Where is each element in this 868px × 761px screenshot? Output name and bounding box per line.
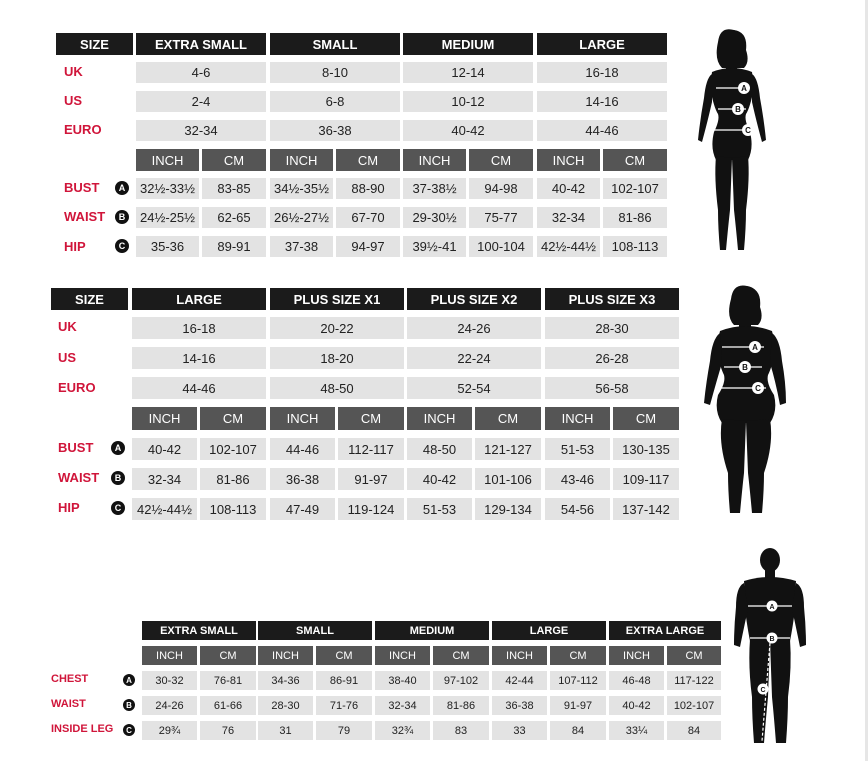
- table-cell: 40-42: [407, 468, 472, 490]
- table-cell: 84: [667, 721, 721, 740]
- region-label: US: [64, 93, 83, 108]
- plus-size-figure-icon: [700, 283, 786, 521]
- table-cell: 40-42: [132, 438, 197, 460]
- table-cell: 33: [492, 721, 547, 740]
- unit-header-cm: CM: [613, 407, 679, 430]
- table-cell: 62-65: [202, 207, 266, 228]
- table-cell: 2-4: [136, 91, 266, 112]
- table-cell: 4-6: [136, 62, 266, 83]
- table-cell: 44-46: [537, 120, 667, 141]
- table-cell: 102-107: [667, 696, 721, 715]
- table-cell: 20-22: [270, 317, 404, 339]
- table-cell: 32-34: [375, 696, 430, 715]
- table-cell: 33¼: [609, 721, 664, 740]
- table-cell: 16-18: [537, 62, 667, 83]
- table-cell: 129-134: [475, 498, 541, 520]
- unit-header-cm: CM: [469, 149, 533, 171]
- table-cell: 97-102: [433, 671, 489, 690]
- table-cell: 40-42: [609, 696, 664, 715]
- badge-c-icon: C: [111, 501, 125, 515]
- table-cell: 22-24: [407, 347, 541, 369]
- table-cell: 37-38½: [403, 178, 466, 199]
- table-cell: 44-46: [270, 438, 335, 460]
- size-col-header: LARGE: [537, 33, 667, 55]
- table-cell: 54-56: [545, 498, 610, 520]
- table-cell: 86-91: [316, 671, 372, 690]
- table-cell: 117-122: [667, 671, 721, 690]
- table-cell: 42½-44½: [537, 236, 600, 257]
- table-cell: 6-8: [270, 91, 400, 112]
- table-cell: 28-30: [545, 317, 679, 339]
- table-cell: 32-34: [537, 207, 600, 228]
- table-cell: 47-49: [270, 498, 335, 520]
- table-cell: 32¾: [375, 721, 430, 740]
- unit-header-cm: CM: [338, 407, 404, 430]
- male-figure-icon: [732, 547, 808, 747]
- table-cell: 40-42: [403, 120, 533, 141]
- table-cell: 28-30: [258, 696, 313, 715]
- table-cell: 24-26: [407, 317, 541, 339]
- unit-header-inch: INCH: [258, 646, 313, 665]
- figure-mark-a: A: [741, 84, 747, 93]
- table-cell: 108-113: [603, 236, 667, 257]
- size-col-header: EXTRA LARGE: [609, 621, 721, 640]
- table-cell: 91-97: [550, 696, 606, 715]
- region-label: EURO: [58, 380, 96, 395]
- table-cell: 102-107: [603, 178, 667, 199]
- table-cell: 67-70: [336, 207, 400, 228]
- table-cell: 16-18: [132, 317, 266, 339]
- figure-mark-b: B: [769, 636, 775, 643]
- unit-header-inch: INCH: [609, 646, 664, 665]
- size-col-header: SMALL: [258, 621, 372, 640]
- table-cell: 36-38: [270, 120, 400, 141]
- table-cell: 79: [316, 721, 372, 740]
- unit-header-inch: INCH: [142, 646, 197, 665]
- unit-header-cm: CM: [336, 149, 400, 171]
- table-cell: 36-38: [270, 468, 335, 490]
- figure-mark-a: A: [769, 604, 775, 611]
- badge-a-icon: A: [123, 674, 135, 686]
- table-cell: 24½-25½: [136, 207, 199, 228]
- table-cell: 51-53: [545, 438, 610, 460]
- table-cell: 43-46: [545, 468, 610, 490]
- table-cell: 89-91: [202, 236, 266, 257]
- table-cell: 40-42: [537, 178, 600, 199]
- figure-mark-c: C: [745, 126, 751, 135]
- table-cell: 32-34: [136, 120, 266, 141]
- table-cell: 14-16: [537, 91, 667, 112]
- table-cell: 119-124: [338, 498, 404, 520]
- table-cell: 94-98: [469, 178, 533, 199]
- table-cell: 8-10: [270, 62, 400, 83]
- unit-header-cm: CM: [475, 407, 541, 430]
- size-col-header: PLUS SIZE X1: [270, 288, 404, 310]
- measure-label: HIP: [58, 500, 80, 515]
- table-cell: 34½-35½: [270, 178, 333, 199]
- region-label: US: [58, 350, 77, 365]
- badge-b-icon: B: [123, 699, 135, 711]
- unit-header-cm: CM: [200, 407, 266, 430]
- table-cell: 81-86: [200, 468, 266, 490]
- female-figure-icon: [690, 28, 770, 260]
- table-cell: 107-112: [550, 671, 606, 690]
- measure-label: BUST: [64, 180, 100, 195]
- size-col-header: EXTRA SMALL: [142, 621, 256, 640]
- table-cell: 37-38: [270, 236, 333, 257]
- table-cell: 46-48: [609, 671, 664, 690]
- table-cell: 88-90: [336, 178, 400, 199]
- table-cell: 44-46: [132, 377, 266, 399]
- unit-header-inch: INCH: [407, 407, 472, 430]
- table-cell: 84: [550, 721, 606, 740]
- region-label: UK: [64, 64, 83, 79]
- figure-mark-a: A: [752, 343, 758, 352]
- unit-header-cm: CM: [550, 646, 606, 665]
- table-cell: 108-113: [200, 498, 266, 520]
- table-cell: 61-66: [200, 696, 256, 715]
- table-cell: 29¾: [142, 721, 197, 740]
- table-cell: 83-85: [202, 178, 266, 199]
- table-cell: 94-97: [336, 236, 400, 257]
- unit-header-cm: CM: [433, 646, 489, 665]
- figure-mark-c: C: [760, 687, 766, 694]
- table-cell: 51-53: [407, 498, 472, 520]
- table-cell: 31: [258, 721, 313, 740]
- table-cell: 36-38: [492, 696, 547, 715]
- table-cell: 83: [433, 721, 489, 740]
- table-cell: 81-86: [433, 696, 489, 715]
- table-cell: 12-14: [403, 62, 533, 83]
- measure-label: WAIST: [51, 698, 86, 710]
- table-cell: 109-117: [613, 468, 679, 490]
- table-cell: 56-58: [545, 377, 679, 399]
- unit-header-cm: CM: [667, 646, 721, 665]
- unit-header-cm: CM: [316, 646, 372, 665]
- table-cell: 10-12: [403, 91, 533, 112]
- measure-label: INSIDE LEG: [51, 723, 114, 735]
- unit-header-inch: INCH: [270, 149, 333, 171]
- table-cell: 42½-44½: [132, 498, 197, 520]
- badge-a-icon: A: [115, 181, 129, 195]
- table-cell: 48-50: [270, 377, 404, 399]
- table-cell: 34-36: [258, 671, 313, 690]
- figure-mark-b: B: [735, 105, 741, 114]
- unit-header-inch: INCH: [132, 407, 197, 430]
- figure-mark-b: B: [742, 363, 748, 372]
- unit-header-inch: INCH: [136, 149, 199, 171]
- table-cell: 32½-33½: [136, 178, 199, 199]
- badge-c-icon: C: [123, 724, 135, 736]
- table-cell: 18-20: [270, 347, 404, 369]
- badge-a-icon: A: [111, 441, 125, 455]
- table-cell: 130-135: [613, 438, 679, 460]
- measure-label: WAIST: [58, 470, 100, 485]
- table-cell: 48-50: [407, 438, 472, 460]
- region-label: UK: [58, 319, 77, 334]
- table-cell: 102-107: [200, 438, 266, 460]
- table-cell: 81-86: [603, 207, 667, 228]
- table-cell: 112-117: [338, 438, 404, 460]
- figure-mark-c: C: [755, 384, 761, 393]
- unit-header-cm: CM: [200, 646, 256, 665]
- table-cell: 137-142: [613, 498, 679, 520]
- table-cell: 75-77: [469, 207, 533, 228]
- table-cell: 39½-41: [403, 236, 466, 257]
- size-header: SIZE: [51, 288, 128, 310]
- size-col-header: SMALL: [270, 33, 400, 55]
- table-cell: 29-30½: [403, 207, 466, 228]
- measure-label: HIP: [64, 239, 86, 254]
- size-col-header: PLUS SIZE X2: [407, 288, 541, 310]
- table-cell: 101-106: [475, 468, 541, 490]
- unit-header-cm: CM: [202, 149, 266, 171]
- measure-label: WAIST: [64, 209, 106, 224]
- table-cell: 100-104: [469, 236, 533, 257]
- badge-b-icon: B: [111, 471, 125, 485]
- unit-header-inch: INCH: [403, 149, 466, 171]
- table-cell: 26½-27½: [270, 207, 333, 228]
- region-label: EURO: [64, 122, 102, 137]
- table-cell: 52-54: [407, 377, 541, 399]
- size-col-header: LARGE: [132, 288, 266, 310]
- unit-header-inch: INCH: [537, 149, 600, 171]
- size-col-header: EXTRA SMALL: [136, 33, 266, 55]
- table-cell: 14-16: [132, 347, 266, 369]
- measure-label: CHEST: [51, 673, 89, 685]
- table-cell: 24-26: [142, 696, 197, 715]
- table-cell: 26-28: [545, 347, 679, 369]
- size-col-header: MEDIUM: [375, 621, 489, 640]
- badge-b-icon: B: [115, 210, 129, 224]
- table-cell: 32-34: [132, 468, 197, 490]
- badge-c-icon: C: [115, 239, 129, 253]
- size-col-header: MEDIUM: [403, 33, 533, 55]
- measure-label: BUST: [58, 440, 94, 455]
- table-cell: 30-32: [142, 671, 197, 690]
- table-cell: 76-81: [200, 671, 256, 690]
- size-col-header: LARGE: [492, 621, 606, 640]
- unit-header-inch: INCH: [375, 646, 430, 665]
- unit-header-inch: INCH: [545, 407, 610, 430]
- unit-header-cm: CM: [603, 149, 667, 171]
- table-cell: 35-36: [136, 236, 199, 257]
- table-cell: 76: [200, 721, 256, 740]
- unit-header-inch: INCH: [492, 646, 547, 665]
- table-cell: 42-44: [492, 671, 547, 690]
- table-cell: 121-127: [475, 438, 541, 460]
- size-col-header: PLUS SIZE X3: [545, 288, 679, 310]
- table-cell: 38-40: [375, 671, 430, 690]
- table-cell: 71-76: [316, 696, 372, 715]
- table-cell: 91-97: [338, 468, 404, 490]
- unit-header-inch: INCH: [270, 407, 335, 430]
- size-header: SIZE: [56, 33, 133, 55]
